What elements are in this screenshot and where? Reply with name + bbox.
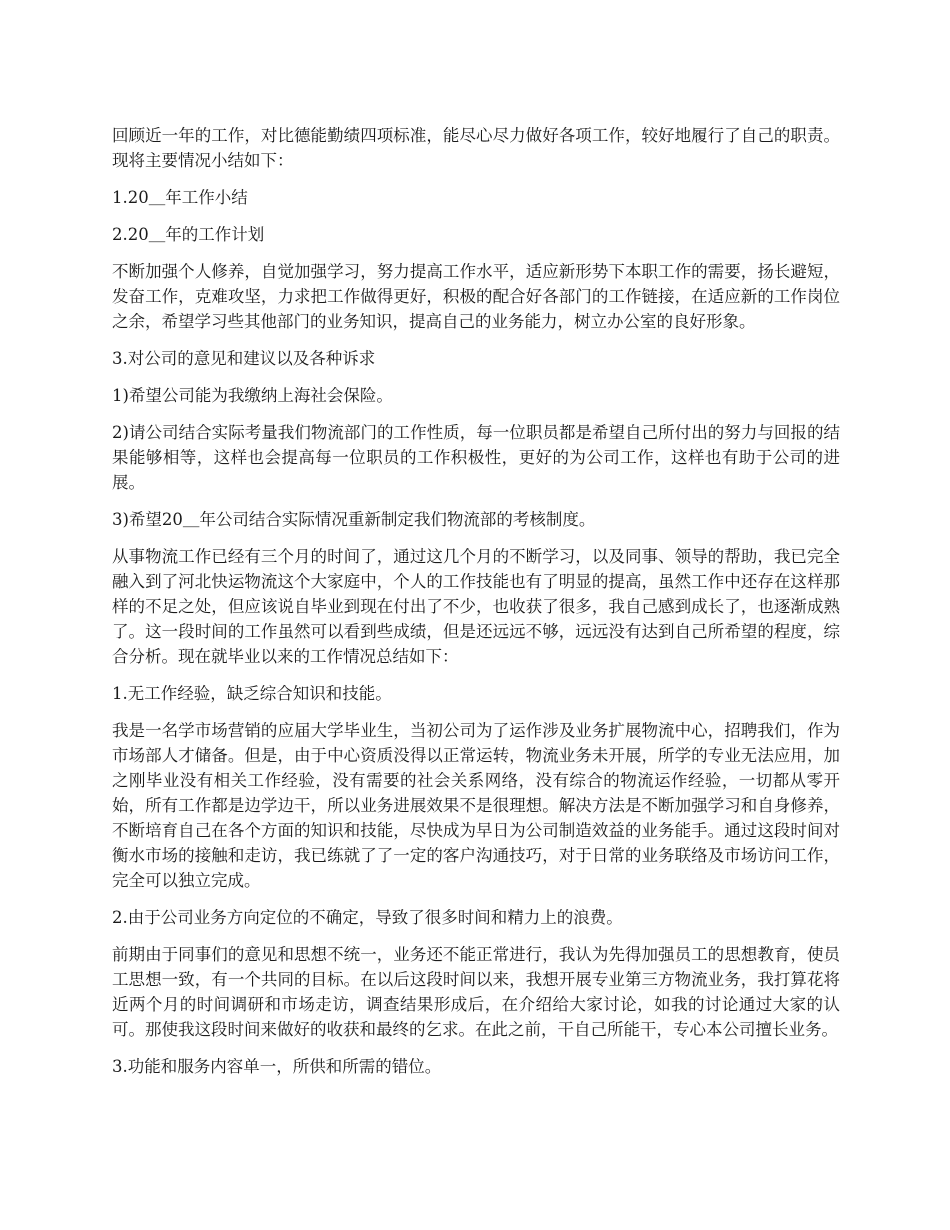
business-direction-paragraph: 前期由于同事们的意见和思想不统一，业务还不能正常进行，我认为先得加强员工的思想教育，使员工思想一致，有一个共同的目标。在以后这段时间以来，我想开展专业第三方物流业务，我打算花将近两个月的时间调研和市场走访，调查结果形成后，在介绍给大家讨论，如我的讨论通过大家的认可。那使我这段时间来做好的收获和最终的乞求。在此之前，干自己所能干，专心本公司擅长业务。 [112, 945, 840, 1039]
heading-no-experience: 1.无工作经验，缺乏综合知识和技能。 [112, 684, 392, 703]
suggestion-item-1: 1)希望公司能为我缴纳上海社会保险。 [112, 386, 393, 405]
no-experience-paragraph: 我是一名学市场营销的应届大学毕业生，当初公司为了运作涉及业务扩展物流中心，招聘我们，作为市场部人才储备。但是，由于中心资质没得以正常运转，物流业务未开展，所学的专业无法应用，加之刚毕业没有相关工作经验，没有需要的社会关系网络，没有综合的物流运作经验，一切都从零开始，所有工作都是边学边干，所以业务进展效果不是很理想。解决方法是不断加强学习和自身修养，不断培育自己在各个方面的知识和技能，尽快成为早日为公司制造效益的业务能手。通过这段时间对衡水市场的接触和走访，我已练就了了一定的客户沟通技巧，对于日常的业务联络及市场访问工作，完全可以独立完成。 [112, 721, 840, 890]
document-body [112, 123, 840, 1091]
heading-work-summary: 1.20＿年工作小结 [112, 188, 248, 207]
heading-work-plan: 2.20＿年的工作计划 [112, 225, 265, 244]
logistics-experience-paragraph: 从事物流工作已经有三个月的时间了，通过这几个月的不断学习，以及同事、领导的帮助，我已完全融入到了河北快运物流这个大家庭中，个人的工作技能也有了明显的提高，虽然工作中还存在这样那样的不足之处，但应该说自毕业到现在付出了不少，也收获了很多，我自己感到成长了，也逐渐成熟了。这一段时间的工作虽然可以看到些成绩，但是还远远不够，远远没有达到自己所希望的程度，综合分析。现在就毕业以来的工作情况总结如下： [112, 547, 840, 666]
suggestion-item-3: 3)希望20＿年公司结合实际情况重新制定我们物流部的考核制度。 [112, 510, 596, 529]
heading-business-direction: 2.由于公司业务方向定位的不确定，导致了很多时间和精力上的浪费。 [112, 908, 623, 927]
suggestion-item-2: 2)请公司结合实际考量我们物流部门的工作性质，每一位职员都是希望自己所付出的努力与回报的结果能够相等，这样也会提高每一位职员的工作积极性，更好的为公司工作，这样也有助于公司的进展。 [112, 423, 840, 492]
work-plan-paragraph: 不断加强个人修养，自觉加强学习，努力提高工作水平，适应新形势下本职工作的需要，扬长避短，发奋工作，克难攻坚，力求把工作做得更好，积极的配合好各部门的工作链接，在适应新的工作岗位之余，希望学习些其他部门的业务知识，提高自己的业务能力，树立办公室的良好形象。 [112, 262, 840, 331]
heading-service-mismatch: 3.功能和服务内容单一，所供和所需的错位。 [112, 1057, 442, 1076]
intro-paragraph: 回顾近一年的工作，对比德能勤绩四项标准，能尽心尽力做好各项工作，较好地履行了自己的职责。现将主要情况小结如下： [112, 126, 840, 170]
heading-suggestions: 3.对公司的意见和建议以及各种诉求 [112, 349, 376, 368]
